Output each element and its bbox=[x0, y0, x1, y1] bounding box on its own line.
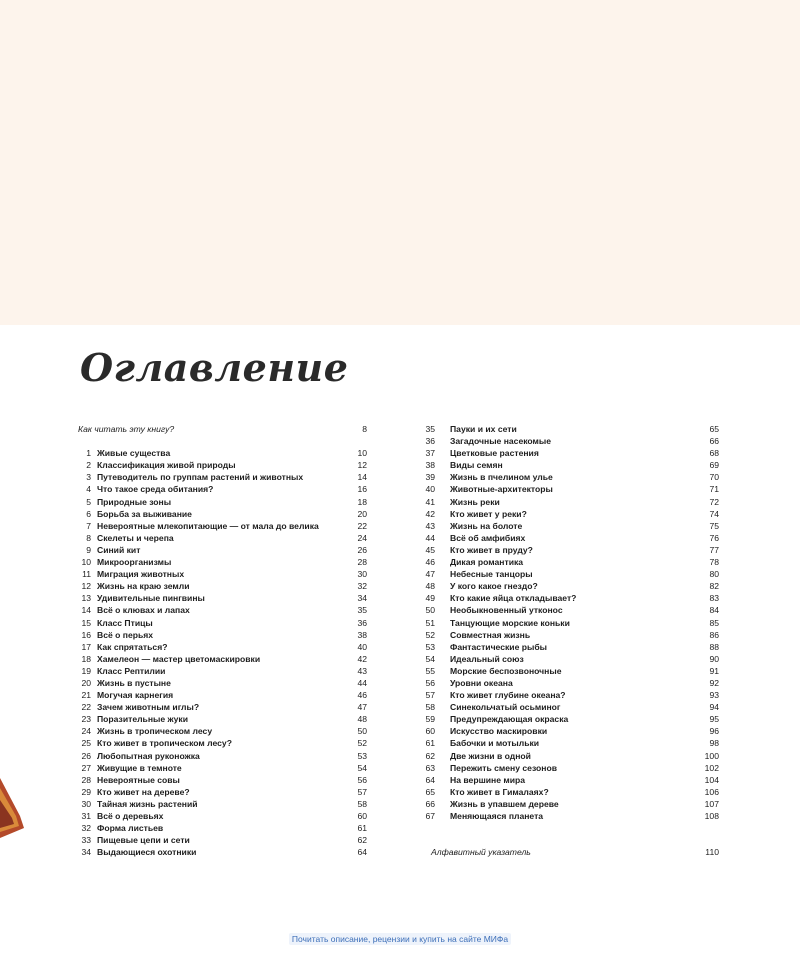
illustration-fragment bbox=[0, 778, 24, 838]
toc-entry-number: 1 bbox=[86, 448, 91, 459]
toc-entry-number: 29 bbox=[81, 786, 91, 797]
toc-entry-number: 15 bbox=[81, 617, 91, 628]
toc-entry-number: 52 bbox=[425, 629, 435, 640]
toc-entry[interactable] bbox=[425, 532, 719, 544]
toc-entry-label: Пищевые цепи и сети bbox=[97, 835, 190, 846]
toc-entry-label: Классификация живой природы bbox=[97, 460, 236, 471]
toc-entry[interactable] bbox=[425, 629, 719, 641]
toc-entry-label: Кто живет в Гималаях? bbox=[450, 786, 549, 797]
toc-entry-page: 36 bbox=[357, 617, 367, 628]
toc-entry-number: 63 bbox=[425, 762, 435, 773]
toc-entry-label: Кто живет у реки? bbox=[450, 508, 527, 519]
toc-entry-page: 24 bbox=[357, 532, 367, 543]
toc-entry[interactable] bbox=[78, 580, 367, 592]
toc-entry-label: Класс Птицы bbox=[97, 617, 153, 628]
toc-entry[interactable] bbox=[425, 641, 719, 653]
toc-entry-number: 27 bbox=[81, 762, 91, 773]
toc-entry[interactable] bbox=[78, 798, 367, 810]
toc-entry-page: 43 bbox=[357, 665, 367, 676]
toc-entry-page: 10 bbox=[357, 448, 367, 459]
toc-entry-label: Две жизни в одной bbox=[450, 750, 531, 761]
toc-entry-label: Дикая романтика bbox=[450, 557, 524, 568]
toc-entry-number: 54 bbox=[425, 653, 435, 664]
toc-entry[interactable] bbox=[425, 544, 719, 556]
toc-entry[interactable] bbox=[78, 604, 367, 616]
toc-entry[interactable] bbox=[425, 447, 719, 459]
toc-entry-number: 17 bbox=[81, 641, 91, 652]
toc-entry-number: 28 bbox=[81, 774, 91, 785]
toc-entry-label: Жизнь реки bbox=[450, 496, 500, 507]
toc-entry-page: 32 bbox=[357, 581, 367, 592]
toc-entry-page: 96 bbox=[709, 726, 719, 737]
toc-entry[interactable] bbox=[78, 471, 367, 483]
toc-entry-number: 56 bbox=[425, 677, 435, 688]
toc-entry-page: 84 bbox=[709, 605, 719, 616]
toc-entry-label: Что такое среда обитания? bbox=[97, 484, 214, 495]
toc-entry-label: Поразительные жуки bbox=[97, 714, 188, 725]
toc-entry-page: 85 bbox=[709, 617, 719, 628]
toc-entry-label: Путеводитель по группам растений и животных bbox=[97, 472, 304, 483]
toc-entry-page: 26 bbox=[357, 544, 367, 555]
toc-entry-page: 18 bbox=[357, 496, 367, 507]
footer bbox=[0, 929, 800, 947]
toc-entry-label: Борьба за выживание bbox=[97, 508, 192, 519]
toc-entry-page: 88 bbox=[709, 641, 719, 652]
toc-entry-page: 40 bbox=[357, 641, 367, 652]
toc-entry[interactable] bbox=[78, 617, 367, 629]
toc-entry-number: 23 bbox=[81, 714, 91, 725]
toc-intro-entry[interactable] bbox=[78, 423, 367, 435]
toc-entry[interactable] bbox=[78, 810, 367, 822]
toc-entry[interactable] bbox=[425, 520, 719, 532]
toc-entry-label: Небесные танцоры bbox=[450, 569, 533, 580]
toc-entry-label: Меняющаяся планета bbox=[450, 811, 544, 821]
cover-band bbox=[0, 0, 800, 325]
toc-entry-page: 64 bbox=[357, 847, 367, 858]
toc-entry[interactable] bbox=[425, 483, 719, 495]
toc-entry-page: 20 bbox=[357, 508, 367, 519]
toc-entry-page: 54 bbox=[357, 762, 367, 773]
toc-entry-label: Алфавитный указатель bbox=[431, 847, 531, 858]
toc-entry[interactable] bbox=[78, 592, 367, 604]
toc-entry-number: 60 bbox=[425, 726, 435, 737]
toc-entry-page: 92 bbox=[709, 677, 719, 688]
toc-entry[interactable] bbox=[425, 568, 719, 580]
toc-entry-page: 53 bbox=[357, 750, 367, 761]
toc-entry[interactable] bbox=[78, 689, 367, 701]
toc-entry-number: 35 bbox=[425, 424, 435, 434]
toc-entry-label: Как читать эту книгу? bbox=[78, 424, 175, 434]
toc-entry-page: 70 bbox=[709, 472, 719, 483]
toc-entry-label: Кто живет на дереве? bbox=[97, 786, 190, 797]
toc-entry[interactable] bbox=[425, 750, 719, 762]
toc-index-entry[interactable] bbox=[431, 846, 719, 858]
toc-entry[interactable] bbox=[78, 665, 367, 677]
toc-entry[interactable] bbox=[425, 653, 719, 665]
toc-entry-label: Синий кит bbox=[97, 544, 141, 555]
toc-entry[interactable] bbox=[78, 701, 367, 713]
toc-entry-page: 56 bbox=[357, 774, 367, 785]
toc-entry-number: 2 bbox=[86, 460, 91, 471]
toc-entry-number: 25 bbox=[81, 738, 91, 749]
toc-entry-label: Выдающиеся охотники bbox=[97, 847, 197, 858]
toc-entry-label: Всё об амфибиях bbox=[450, 532, 526, 543]
toc-entry-label: Танцующие морские коньки bbox=[450, 617, 570, 628]
toc-entry-number: 9 bbox=[86, 544, 91, 555]
toc-entry[interactable] bbox=[425, 592, 719, 604]
toc-entry-label: Загадочные насекомые bbox=[450, 436, 552, 447]
toc-entry-number: 37 bbox=[425, 448, 435, 459]
toc-entry-number: 66 bbox=[425, 798, 435, 809]
toc-entry-label: Идеальный союз bbox=[450, 653, 524, 664]
toc-entry[interactable] bbox=[425, 508, 719, 520]
toc-entry-page: 38 bbox=[357, 629, 367, 640]
toc-entry-label: Фантастические рыбы bbox=[450, 641, 547, 652]
toc-entry-page: 66 bbox=[709, 436, 719, 447]
toc-entry-page: 76 bbox=[709, 532, 719, 543]
toc-entry-page: 34 bbox=[357, 593, 367, 604]
toc-entry[interactable] bbox=[78, 568, 367, 580]
toc-entry[interactable] bbox=[78, 556, 367, 568]
toc-entry-number: 13 bbox=[81, 593, 91, 604]
toc-entry-number: 34 bbox=[81, 847, 91, 858]
toc-entry-label: Всё о клювах и лапах bbox=[97, 605, 190, 616]
toc-entry-number: 65 bbox=[425, 786, 435, 797]
toc-entry-page: 78 bbox=[709, 557, 719, 568]
mif-site-link[interactable]: Почитать описание, рецензии и купить на сайте МИФа bbox=[289, 933, 511, 945]
page-title: Оглавление bbox=[80, 345, 349, 390]
toc-entry-number: 38 bbox=[425, 460, 435, 471]
toc-entry-label: Кто живет глубине океана? bbox=[450, 690, 566, 701]
toc-entry-page: 90 bbox=[709, 653, 719, 664]
toc-entry-page: 98 bbox=[709, 738, 719, 749]
toc-entry-page: 22 bbox=[357, 520, 367, 531]
toc-entry-number: 19 bbox=[81, 665, 91, 676]
toc-entry-number: 44 bbox=[425, 532, 435, 543]
toc-entry[interactable] bbox=[78, 737, 367, 749]
toc-entry-number: 10 bbox=[81, 557, 91, 568]
toc-entry[interactable] bbox=[425, 604, 719, 616]
toc-entry-number: 20 bbox=[81, 677, 91, 688]
toc-entry[interactable] bbox=[425, 713, 719, 725]
toc-entry[interactable] bbox=[78, 544, 367, 556]
toc-entry-label: Микроорганизмы bbox=[97, 557, 172, 568]
toc-entry-number: 67 bbox=[425, 811, 435, 821]
toc-entry[interactable] bbox=[78, 629, 367, 641]
toc-entry-number: 12 bbox=[81, 581, 91, 592]
toc-entry-number: 39 bbox=[425, 472, 435, 483]
toc-entry-label: Хамелеон — мастер цветомаскировки bbox=[97, 653, 261, 664]
toc-entry[interactable] bbox=[78, 520, 367, 532]
toc-entry[interactable] bbox=[78, 532, 367, 544]
toc-entry[interactable] bbox=[78, 713, 367, 725]
toc-entry-page: 16 bbox=[357, 484, 367, 495]
toc-entry[interactable] bbox=[425, 810, 719, 822]
toc-entry-label: Жизнь в тропическом лесу bbox=[97, 726, 213, 737]
toc-entry-label: Искусство маскировки bbox=[450, 726, 548, 737]
toc-entry-number: 47 bbox=[425, 569, 435, 580]
toc-entry-page: 102 bbox=[704, 762, 719, 773]
toc-entry[interactable] bbox=[425, 471, 719, 483]
toc-entry[interactable] bbox=[78, 786, 367, 798]
toc-entry-page: 71 bbox=[709, 484, 719, 495]
toc-entry-page: 80 bbox=[709, 569, 719, 580]
toc-entry[interactable] bbox=[78, 447, 367, 459]
toc-entry[interactable] bbox=[425, 689, 719, 701]
toc-entry-label: Скелеты и черепа bbox=[97, 532, 174, 543]
toc-entry[interactable] bbox=[425, 762, 719, 774]
toc-entry[interactable] bbox=[78, 834, 367, 846]
toc-entry-label: У кого какое гнездо? bbox=[450, 581, 538, 592]
toc-entry-label: Жизнь в пустыне bbox=[97, 677, 171, 688]
toc-entry-number: 50 bbox=[425, 605, 435, 616]
toc-entry-page: 42 bbox=[357, 653, 367, 664]
toc-entry-label: Форма листьев bbox=[97, 823, 164, 834]
toc-entry[interactable] bbox=[78, 725, 367, 737]
toc-entry-label: Жизнь на болоте bbox=[450, 520, 523, 531]
toc-entry-number: 5 bbox=[86, 496, 91, 507]
toc-entry-number: 45 bbox=[425, 544, 435, 555]
toc-entry-label: Животные-архитекторы bbox=[450, 484, 553, 495]
toc-entry[interactable] bbox=[425, 496, 719, 508]
toc-entry-page: 107 bbox=[704, 798, 719, 809]
toc-entry-label: Предупреждающая окраска bbox=[450, 714, 569, 725]
toc-entry[interactable] bbox=[78, 641, 367, 653]
toc-entry-number: 30 bbox=[81, 798, 91, 809]
toc-entry-page: 100 bbox=[704, 750, 719, 761]
toc-entry[interactable] bbox=[425, 725, 719, 737]
toc-entry-label: Виды семян bbox=[450, 460, 503, 471]
toc-entry-label: Живые существа bbox=[97, 448, 171, 459]
toc-entry[interactable] bbox=[425, 459, 719, 471]
toc-entry-number: 26 bbox=[81, 750, 91, 761]
toc-entry-page: 60 bbox=[357, 811, 367, 821]
toc-entry-label: Невероятные совы bbox=[97, 774, 180, 785]
toc-entry[interactable] bbox=[78, 508, 367, 520]
toc-entry-label: Бабочки и мотыльки bbox=[450, 738, 540, 749]
toc-entry-page: 47 bbox=[357, 702, 367, 713]
toc-entry[interactable] bbox=[78, 459, 367, 471]
toc-entry-page: 48 bbox=[357, 714, 367, 725]
toc-entry-label: Необыкновенный утконос bbox=[450, 605, 563, 616]
toc-entry-label: Кто живет в пруду? bbox=[450, 544, 533, 555]
toc-entry-label: Совместная жизнь bbox=[450, 629, 531, 640]
toc-entry-page: 28 bbox=[357, 557, 367, 568]
toc-entry-page: 44 bbox=[357, 677, 367, 688]
toc-entry-label: Кто живет в тропическом лесу? bbox=[97, 738, 232, 749]
toc-entry-number: 43 bbox=[425, 520, 435, 531]
toc-entry-label: Тайная жизнь растений bbox=[97, 798, 198, 809]
toc-entry-label: Жизнь в упавшем дереве bbox=[450, 798, 559, 809]
toc-entry-label: Природные зоны bbox=[97, 496, 172, 507]
toc-entry-page: 52 bbox=[357, 738, 367, 749]
toc-entry-page: 94 bbox=[709, 702, 719, 713]
toc-entry-number: 21 bbox=[81, 690, 91, 701]
toc-entry-number: 22 bbox=[81, 702, 91, 713]
toc-entry-number: 61 bbox=[425, 738, 435, 749]
toc-entry-number: 8 bbox=[86, 532, 91, 543]
toc-entry-number: 36 bbox=[425, 436, 435, 447]
toc-entry-number: 16 bbox=[81, 629, 91, 640]
toc-entry-label: Синекольчатый осьминог bbox=[450, 702, 561, 713]
toc-entry[interactable] bbox=[425, 677, 719, 689]
toc-entry[interactable] bbox=[425, 774, 719, 786]
toc-entry[interactable] bbox=[78, 653, 367, 665]
toc-entry-page: 46 bbox=[357, 690, 367, 701]
toc-entry-number: 59 bbox=[425, 714, 435, 725]
toc-entry-number: 3 bbox=[86, 472, 91, 483]
toc-column-left bbox=[78, 423, 367, 858]
toc-entry[interactable] bbox=[425, 798, 719, 810]
toc-entry[interactable] bbox=[425, 423, 719, 435]
toc-entry[interactable] bbox=[425, 737, 719, 749]
toc-entry-page: 83 bbox=[709, 593, 719, 604]
toc-entry-label: Зачем животным иглы? bbox=[97, 702, 200, 713]
toc-entry[interactable] bbox=[425, 786, 719, 798]
toc-entry-page: 110 bbox=[705, 847, 719, 858]
toc-entry-number: 64 bbox=[425, 774, 435, 785]
toc-entry-number: 42 bbox=[425, 508, 435, 519]
toc-entry[interactable] bbox=[78, 750, 367, 762]
toc-entry-label: Уровни океана bbox=[450, 677, 513, 688]
toc-entry-page: 104 bbox=[704, 774, 719, 785]
toc-entry-page: 108 bbox=[704, 811, 719, 821]
toc-entry[interactable] bbox=[78, 822, 367, 834]
toc-entry-label: Миграция животных bbox=[97, 569, 185, 580]
toc-entry-number: 41 bbox=[425, 496, 435, 507]
toc-entry-page: 65 bbox=[709, 424, 719, 434]
toc-entry[interactable] bbox=[425, 580, 719, 592]
toc-entry-label: Любопытная руконожка bbox=[97, 750, 200, 761]
toc-entry[interactable] bbox=[78, 774, 367, 786]
toc-entry[interactable] bbox=[78, 846, 367, 858]
toc-entry-number: 18 bbox=[81, 653, 91, 664]
toc-entry-label: Жизнь на краю земли bbox=[97, 581, 190, 592]
toc-entry[interactable] bbox=[78, 496, 367, 508]
toc-entry[interactable] bbox=[425, 617, 719, 629]
toc-entry-number: 24 bbox=[81, 726, 91, 737]
toc-entry-number: 46 bbox=[425, 557, 435, 568]
toc-entry-page: 58 bbox=[357, 798, 367, 809]
toc-entry-number: 7 bbox=[86, 520, 91, 531]
toc-entry-number: 6 bbox=[86, 508, 91, 519]
toc-entry-page: 8 bbox=[362, 424, 367, 434]
toc-entry-number: 14 bbox=[81, 605, 91, 616]
toc-entry-label: На вершине мира bbox=[450, 774, 526, 785]
toc-entry-label: Жизнь в пчелином улье bbox=[450, 472, 553, 483]
toc-entry[interactable] bbox=[78, 483, 367, 495]
toc-entry-page: 50 bbox=[357, 726, 367, 737]
toc-entry-page: 12 bbox=[357, 460, 367, 471]
toc-entry-page: 30 bbox=[357, 569, 367, 580]
toc-entry-number: 4 bbox=[86, 484, 91, 495]
toc-entry[interactable] bbox=[425, 556, 719, 568]
toc-entry-number: 51 bbox=[425, 617, 435, 628]
toc-entry-page: 35 bbox=[357, 605, 367, 616]
toc-entry-page: 82 bbox=[709, 581, 719, 592]
toc-entry-label: Пережить смену сезонов bbox=[450, 762, 557, 773]
toc-entry-number: 32 bbox=[81, 823, 91, 834]
toc-entry[interactable] bbox=[425, 665, 719, 677]
toc-entry-label: Удивительные пингвины bbox=[97, 593, 205, 604]
toc-entry-number: 31 bbox=[81, 811, 91, 821]
toc-entry-label: Всё о деревьях bbox=[97, 811, 164, 821]
toc-entry-label: Живущие в темноте bbox=[97, 762, 182, 773]
toc-entry-label: Цветковые растения bbox=[450, 448, 539, 459]
toc-entry[interactable] bbox=[78, 677, 367, 689]
toc-entry-label: Класс Рептилии bbox=[97, 665, 166, 676]
toc-entry-page: 93 bbox=[709, 690, 719, 701]
toc-entry-number: 49 bbox=[425, 593, 435, 604]
toc-entry-page: 69 bbox=[709, 460, 719, 471]
toc-entry-label: Кто какие яйца откладывает? bbox=[450, 593, 577, 604]
toc-entry-page: 77 bbox=[709, 544, 719, 555]
toc-entry-label: Морские беспозвоночные bbox=[450, 665, 562, 676]
toc-entry-number: 57 bbox=[425, 690, 435, 701]
toc-column-right bbox=[425, 423, 719, 858]
toc-entry-page: 95 bbox=[709, 714, 719, 725]
toc-entry-number: 40 bbox=[425, 484, 435, 495]
toc-entry-label: Всё о перьях bbox=[97, 629, 154, 640]
toc-entry-number: 55 bbox=[425, 665, 435, 676]
toc-entry-page: 61 bbox=[357, 823, 367, 834]
toc-entry-page: 72 bbox=[709, 496, 719, 507]
toc-entry-number: 53 bbox=[425, 641, 435, 652]
toc-entry[interactable] bbox=[425, 701, 719, 713]
toc-entry-page: 68 bbox=[709, 448, 719, 459]
toc-entry-page: 62 bbox=[357, 835, 367, 846]
toc-entry-page: 86 bbox=[709, 629, 719, 640]
toc-entry-page: 91 bbox=[709, 665, 719, 676]
toc-entry[interactable] bbox=[78, 762, 367, 774]
toc-entry-label: Пауки и их сети bbox=[450, 424, 517, 434]
toc-entry-page: 57 bbox=[357, 786, 367, 797]
toc-entry-number: 11 bbox=[82, 569, 91, 580]
toc-entry[interactable] bbox=[425, 435, 719, 447]
toc-entry-page: 106 bbox=[704, 786, 719, 797]
toc-entry-label: Как спрятаться? bbox=[97, 641, 168, 652]
toc-entry-number: 33 bbox=[81, 835, 91, 846]
toc-entry-page: 14 bbox=[357, 472, 367, 483]
toc-entry-number: 48 bbox=[425, 581, 435, 592]
toc-entry-number: 62 bbox=[425, 750, 435, 761]
toc-entry-page: 75 bbox=[709, 520, 719, 531]
toc-entry-label: Невероятные млекопитающие — от мала до велика bbox=[97, 520, 319, 531]
toc-entry-number: 58 bbox=[425, 702, 435, 713]
toc-entry-page: 74 bbox=[709, 508, 719, 519]
toc-entry-label: Могучая карнегия bbox=[97, 690, 174, 701]
